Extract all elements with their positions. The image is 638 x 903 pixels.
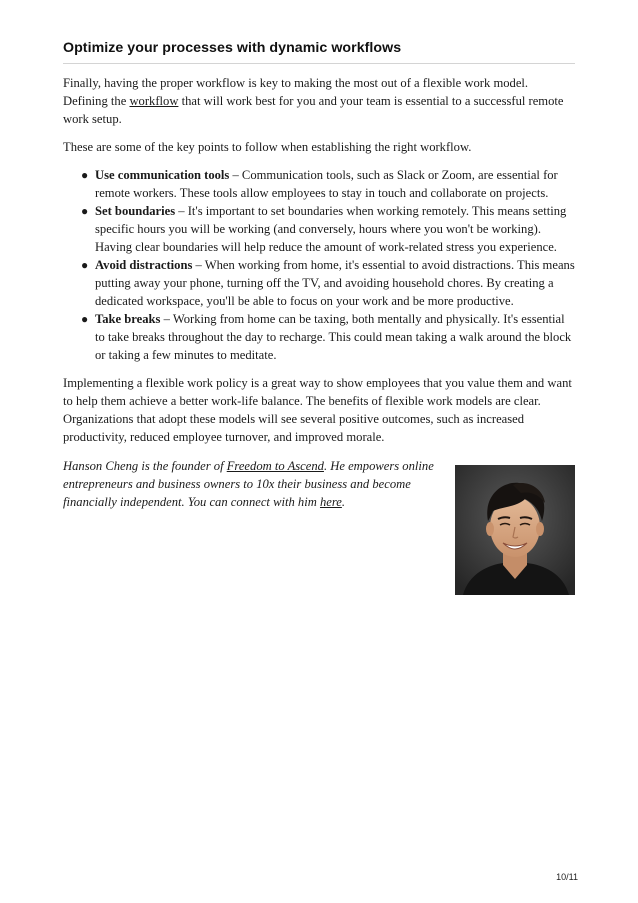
list-item [63,202,575,256]
workflow-link[interactable]: workflow [129,94,179,108]
point-title: Use communication tools [95,168,230,182]
page-number: 10/11 [556,872,578,882]
bullet-icon: ● [81,204,89,218]
point-text: – It's important to set boundaries when working remotely. This means setting specific hours you will be working (and conversely, hours where you won't be working). Having clear boundaries will help reduce the amount of work-related stress you experience. [95,204,567,254]
list-item [63,166,575,202]
bio-text-end: . [341,495,346,509]
author-bio-text [63,457,438,511]
point-text: – When working from home, it's essential to avoid distractions. This means putting away your phone, turning off the TV, and avoiding household chores. By creating a dedicated workspace, you'll be able to focus on your work and be more productive. [95,258,575,308]
bullet-icon: ● [81,168,89,182]
document-page [63,40,575,617]
point-text: – Communication tools, such as Slack or Zoom, are essential for remote workers. These tools allow employees to stay in touch and collaborate on projects. [95,168,558,200]
intro-paragraph [63,74,575,128]
bullet-icon: ● [81,312,89,326]
intro-text-end: that will work best for you and your team is essential to a successful remote work setup. [63,94,564,126]
point-title: Avoid distractions [95,258,193,272]
author-bio [63,457,575,617]
conclusion-paragraph: Implementing a flexible work policy is a great way to show employees that you value them and want to help them achieve a better work-life balance. The benefits of flexible work models are clear. Organizations that adopt these models will see several positive outcomes, such as increased productivity, reduced employee turnover, and improved morale. [63,376,572,444]
lead-in-paragraph: These are some of the key points to follow when establishing the right workflow. [63,140,472,154]
list-item [63,256,575,310]
point-title: Take breaks [95,312,161,326]
point-title: Set boundaries [95,204,176,218]
bio-text-middle: . He empowers online entrepreneurs and business owners to 10x their business and become financially independent. You can connect with him [63,459,434,509]
author-photo [455,465,575,595]
point-text: – Working from home can be taxing, both mentally and physically. It's essential to take breaks throughout the day to recharge. This could mean taking a walk around the block or taking a few minutes to meditate. [95,312,572,362]
key-points-list [63,166,575,364]
contact-here-link[interactable]: here [319,495,342,509]
freedom-to-ascend-link[interactable]: Freedom to Ascend [226,459,324,473]
list-item [63,310,575,364]
bullet-icon: ● [81,258,89,272]
section-heading: Optimize your processes with dynamic workflows [63,40,575,64]
bio-text-start: Hanson Cheng is the founder of [63,459,227,473]
intro-text-start: Finally, having the proper workflow is key to making the most out of a flexible work model. Defining the [63,76,529,108]
